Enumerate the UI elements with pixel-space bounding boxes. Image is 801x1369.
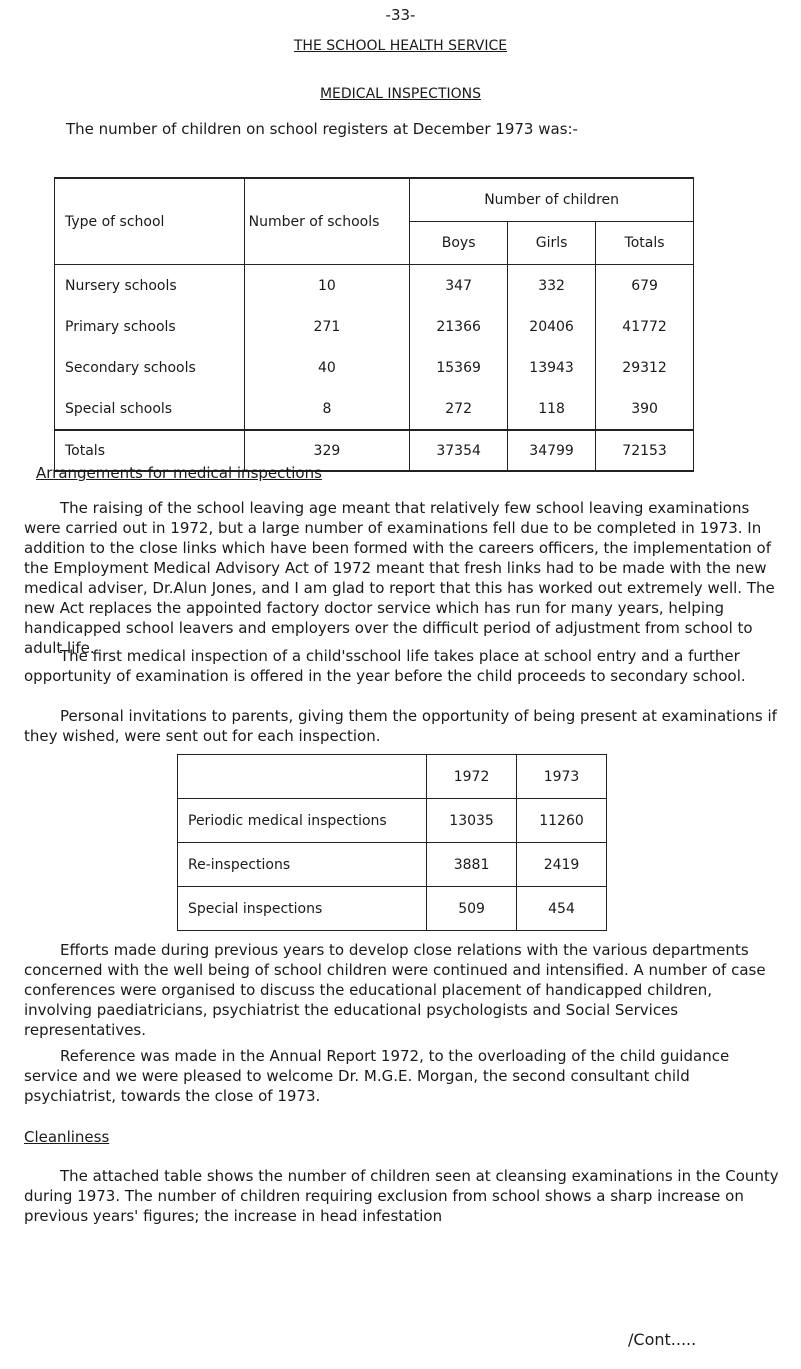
header-number-children: Number of children xyxy=(410,178,694,222)
cell-boys: 21366 xyxy=(410,306,508,347)
paragraph-cleanliness: The attached table shows the number of children seen at cleansing examinations in the County during 1973. The number of children requiring exclusion from school shows a sharp increase on previous years' figures; the increase in head infestation xyxy=(24,1167,779,1225)
table-row xyxy=(55,265,694,307)
cell-1973: 11260 xyxy=(517,799,607,843)
header-blank xyxy=(178,755,427,799)
header-totals: Totals xyxy=(596,222,694,265)
paragraph-school-leaving: The raising of the school leaving age meant that relatively few school leaving examinations were carried out in 1972, but a large number of examinations fell due to be completed in 1973. In addition to the close links which have been formed with the careers officers, the implementation of the Employment Medical Advisory Act of 1972 meant that fresh links had to be made with the new medical adviser, Dr.Alun Jones, and I am glad to report that this has worked out extremely well. The new Act replaces the appointed factory doctor service which has run for many years, helping handicapped school leavers and employers over the difficult period of adjustment from school to adult life. xyxy=(24,499,775,657)
inspections-table xyxy=(177,754,607,931)
arrangements-heading: Arrangements for medical inspections xyxy=(36,464,322,482)
cell-schools: 10 xyxy=(244,265,410,307)
cell-type: Special schools xyxy=(55,388,245,430)
header-boys: Boys xyxy=(410,222,508,265)
registers-table xyxy=(54,177,694,472)
table-row xyxy=(55,388,694,430)
cell-girls: 118 xyxy=(508,388,596,430)
cell-girls: 332 xyxy=(508,265,596,307)
cell-totals: 41772 xyxy=(596,306,694,347)
cell-girls: 13943 xyxy=(508,347,596,388)
cell-label: Periodic medical inspections xyxy=(178,799,427,843)
cell-type: Totals xyxy=(55,430,245,471)
cell-1973: 2419 xyxy=(517,843,607,887)
table-row xyxy=(55,306,694,347)
paragraph-reference: Reference was made in the Annual Report 1972, to the overloading of the child guidance service and we were pleased to welcome Dr. M.G.E. Morgan, the second consultant child psychiatrist, towards the close of 1973. xyxy=(24,1047,730,1105)
cell-type: Primary schools xyxy=(55,306,245,347)
cleanliness-heading: Cleanliness xyxy=(24,1128,110,1146)
cell-girls: 20406 xyxy=(508,306,596,347)
intro-text: The number of children on school registers at December 1973 was:- xyxy=(66,120,578,138)
paragraph-invitations: Personal invitations to parents, giving them the opportunity of being present at examinations if they wished, were sent out for each inspection. xyxy=(24,707,777,745)
cell-totals: 390 xyxy=(596,388,694,430)
cell-schools: 271 xyxy=(244,306,410,347)
header-number-schools: Number of schools xyxy=(244,178,410,265)
cell-type: Secondary schools xyxy=(55,347,245,388)
table-row xyxy=(55,347,694,388)
cell-1972: 509 xyxy=(427,887,517,931)
cell-schools: 329 xyxy=(244,430,410,471)
header-type: Type of school xyxy=(55,178,245,265)
cell-schools: 40 xyxy=(244,347,410,388)
continued-marker: /Cont..... xyxy=(628,1330,697,1349)
header-year-1973: 1973 xyxy=(517,755,607,799)
cell-totals: 72153 xyxy=(596,430,694,471)
section-title: THE SCHOOL HEALTH SERVICE xyxy=(293,38,508,54)
cell-label: Special inspections xyxy=(178,887,427,931)
cell-schools: 8 xyxy=(244,388,410,430)
cell-boys: 272 xyxy=(410,388,508,430)
cell-totals: 679 xyxy=(596,265,694,307)
subsection-title: MEDICAL INSPECTIONS xyxy=(319,86,482,102)
table-header-row xyxy=(178,755,607,799)
cell-1972: 13035 xyxy=(427,799,517,843)
paragraph-first-inspection: The first medical inspection of a child'sschool life takes place at school entry and a further opportunity of examination is offered in the year before the child proceeds to secondary school. xyxy=(24,647,746,685)
cell-label: Re-inspections xyxy=(178,843,427,887)
table-row xyxy=(178,843,607,887)
header-year-1972: 1972 xyxy=(427,755,517,799)
cell-1972: 3881 xyxy=(427,843,517,887)
paragraph-efforts: Efforts made during previous years to develop close relations with the various departments concerned with the well being of school children were continued and intensified. A number of case conferences were organised to discuss the educational placement of handicapped children, involving paediatricians, psychiatrist the educational psychologists and Social Services representatives. xyxy=(24,941,766,1039)
cell-type: Nursery schools xyxy=(55,265,245,307)
table-row xyxy=(178,799,607,843)
cell-boys: 37354 xyxy=(410,430,508,471)
cell-girls: 34799 xyxy=(508,430,596,471)
cell-boys: 15369 xyxy=(410,347,508,388)
cell-totals: 29312 xyxy=(596,347,694,388)
cell-1973: 454 xyxy=(517,887,607,931)
header-girls: Girls xyxy=(508,222,596,265)
table-row xyxy=(178,887,607,931)
cell-boys: 347 xyxy=(410,265,508,307)
page-number: -33- xyxy=(385,6,416,24)
